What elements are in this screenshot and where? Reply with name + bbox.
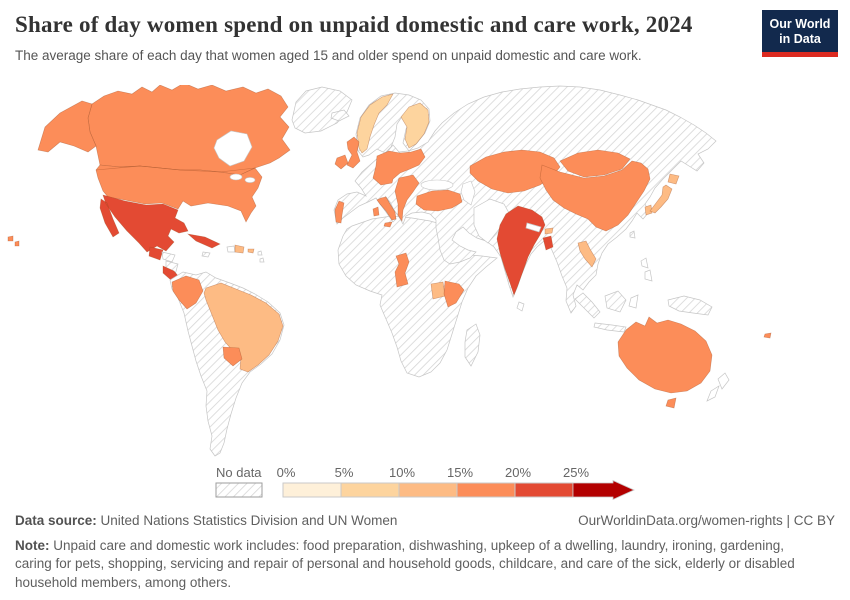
map-area xyxy=(0,85,850,500)
legend-no-data-swatch[interactable] xyxy=(216,483,262,497)
owid-logo[interactable] xyxy=(762,10,838,57)
country-india[interactable] xyxy=(497,206,545,295)
world-map xyxy=(0,85,850,500)
borneo-landmass xyxy=(605,291,626,312)
data-source xyxy=(15,512,397,530)
sulawesi-landmass xyxy=(629,295,638,308)
country-bangladesh[interactable] xyxy=(543,236,553,250)
sumatra-landmass xyxy=(575,293,600,318)
owid-link[interactable]: OurWorldinData.org/women-rights | CC BY xyxy=(578,513,835,528)
legend-tick-3: 15% xyxy=(446,465,474,480)
note-label: Note: xyxy=(15,538,50,554)
legend-segment-10-15[interactable] xyxy=(399,483,457,497)
java-landmass xyxy=(594,323,626,332)
new-zealand-landmass xyxy=(707,373,729,401)
note-block xyxy=(15,537,810,592)
country-ireland[interactable] xyxy=(335,155,348,169)
legend-no-data-label: No data xyxy=(216,465,262,480)
legend-segment-5-10[interactable] xyxy=(341,483,399,497)
chart-subtitle: The average share of each day that women aged 15 and older spend on unpaid domestic and care work. xyxy=(15,48,642,63)
great-lakes-2 xyxy=(245,177,255,182)
country-tasmania[interactable] xyxy=(666,398,676,408)
honduras-landmass xyxy=(162,252,175,262)
owid-logo-line2: in Data xyxy=(779,32,821,46)
madagascar-landmass xyxy=(465,324,480,366)
data-source-label: Data source: xyxy=(15,513,97,528)
country-dominican-republic[interactable] xyxy=(235,245,244,253)
legend-tick-1: 5% xyxy=(334,465,354,480)
philippines-landmass xyxy=(641,258,652,281)
country-canada[interactable] xyxy=(88,85,290,175)
new-guinea-landmass xyxy=(668,296,712,315)
data-source-text: United Nations Statistics Division and UN Women xyxy=(100,513,398,528)
lesser-antilles xyxy=(258,251,264,262)
sri-lanka-landmass xyxy=(517,302,524,311)
jamaica-landmass xyxy=(202,252,210,257)
legend-segment-25-plus-arrow[interactable] xyxy=(573,481,634,500)
legend-tick-4: 20% xyxy=(504,465,532,480)
country-australia[interactable] xyxy=(618,317,712,393)
legend-segment-15-20[interactable] xyxy=(457,483,515,497)
country-bhutan[interactable] xyxy=(545,228,553,234)
legend-segment-20-25[interactable] xyxy=(515,483,573,497)
legend-segment-0-5[interactable] xyxy=(283,483,341,497)
chart-header xyxy=(15,12,765,65)
country-sardinia[interactable] xyxy=(373,207,379,216)
country-puerto-rico[interactable] xyxy=(248,249,254,253)
haiti-landmass xyxy=(227,246,235,252)
owid-logo-line1: Our World xyxy=(769,17,831,31)
legend-tick-5: 25% xyxy=(562,465,590,480)
country-fiji[interactable] xyxy=(764,333,771,338)
legend-tick-2: 10% xyxy=(388,465,416,480)
country-united-kingdom[interactable] xyxy=(347,137,360,168)
page-title: Share of day women spend on unpaid domestic and care work, 2024 xyxy=(15,12,693,37)
legend-tick-0: 0% xyxy=(276,465,296,480)
taiwan-landmass xyxy=(630,231,635,238)
chart-footer xyxy=(15,512,835,592)
country-hawaii[interactable] xyxy=(8,236,19,246)
country-cuba[interactable] xyxy=(188,234,220,248)
black-sea xyxy=(421,180,453,190)
great-lakes xyxy=(230,174,242,180)
country-guatemala[interactable] xyxy=(149,247,163,260)
country-uganda[interactable] xyxy=(431,282,445,299)
note-text: Unpaid care and domestic work includes: food preparation, dishwashing, upkeep of a dwelling, laundry, ironing, gardening, caring for pets, shopping, servicing and repair of personal and household goods, childcare, and care of the sick, elderly or disabled household members, among others. xyxy=(15,538,795,590)
source-line xyxy=(15,512,835,530)
